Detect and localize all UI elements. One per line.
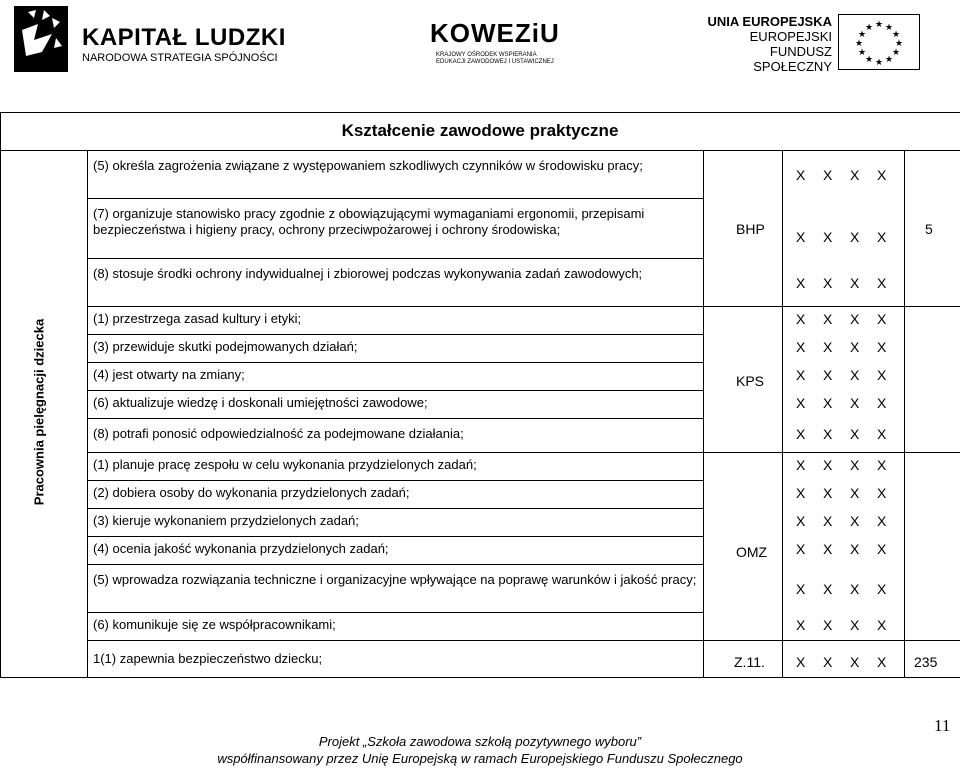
x-mark: X: [823, 617, 833, 633]
x-mark: X: [850, 311, 860, 327]
x-mark: X: [877, 513, 887, 529]
row-text: 1(1) zapewnia bezpieczeństwo dziecku;: [93, 651, 323, 666]
eu-line3: FUNDUSZ SPOŁECZNY: [753, 44, 832, 74]
row-text: (3) przewiduje skutki podejmowanych działań;: [93, 339, 358, 354]
kapital-ludzki-title: KAPITAŁ LUDZKI: [82, 24, 286, 51]
footer: [0, 733, 960, 767]
group-number: 5: [925, 221, 933, 237]
row-text: (5) określa zagrożenia związane z występowaniem szkodliwych czynników w środowisku pracy;: [93, 158, 643, 173]
x-mark: X: [796, 654, 806, 670]
x-mark: X: [850, 513, 860, 529]
x-mark: X: [796, 426, 806, 442]
kapital-ludzki-emblem-icon: [8, 4, 72, 74]
x-mark: X: [796, 395, 806, 411]
x-mark: X: [796, 229, 806, 245]
x-mark-group: [796, 485, 904, 501]
group-code: BHP: [736, 221, 765, 237]
x-mark: X: [823, 581, 833, 597]
row-text: (8) stosuje środki ochrony indywidualnej i zbiorowej podczas wykonywania zadań zawodowych;: [93, 266, 643, 281]
koweziu-logo: [430, 12, 570, 72]
x-mark: X: [796, 339, 806, 355]
x-mark: X: [823, 275, 833, 291]
x-mark: X: [796, 167, 806, 183]
svg-text:★: ★: [884, 55, 894, 65]
footer-line2: współfinansowany przez Unię Europejską w ramach Europejskiego Funduszu Społecznego: [217, 751, 743, 766]
row-text: (7) organizuje stanowisko pracy zgodnie z obowiązującymi wymaganiami ergonomii, przepisami bezpieczeństwa i higieny pracy, ochrony przeciwpożarowej i ochrony środowiska;: [93, 206, 645, 237]
x-mark: X: [823, 395, 833, 411]
x-mark: X: [823, 311, 833, 327]
x-mark: X: [823, 457, 833, 473]
x-mark: X: [823, 485, 833, 501]
koweziu-subtitle: KRAJOWY OŚRODEK WSPIERANIA EDUKACJI ZAWODOWEJ I USTAWICZNEJ: [436, 52, 554, 65]
x-mark: X: [850, 339, 860, 355]
x-mark: X: [850, 654, 860, 670]
eu-logo: [700, 14, 930, 74]
footer-line1: Projekt „Szkoła zawodowa szkołą pozytywnego wyboru”: [318, 734, 642, 749]
row-text: (5) wprowadza rozwiązania techniczne i organizacyjne wpływające na poprawę warunków i jakość pracy;: [93, 572, 697, 587]
row-text: (2) dobiera osoby do wykonania przydzielonych zadań;: [93, 485, 410, 500]
x-mark: X: [877, 275, 887, 291]
x-mark-group: [796, 395, 904, 411]
x-mark: X: [850, 367, 860, 383]
x-mark: X: [850, 167, 860, 183]
page-number: 11: [934, 716, 951, 735]
x-mark-group: [796, 311, 904, 327]
x-mark: X: [850, 581, 860, 597]
x-mark-group: [796, 654, 904, 670]
x-mark: X: [796, 617, 806, 633]
x-mark: X: [796, 581, 806, 597]
x-mark: X: [877, 457, 887, 473]
x-mark: X: [877, 367, 887, 383]
group-number: 235: [914, 654, 938, 670]
x-mark: X: [877, 229, 887, 245]
x-mark-group: [796, 541, 904, 557]
row-text: (6) aktualizuje wiedzę i doskonali umiejętności zawodowe;: [93, 395, 428, 410]
svg-text:★: ★: [891, 30, 901, 40]
svg-text:★: ★: [894, 39, 904, 49]
svg-text:★: ★: [874, 58, 884, 68]
row-text: (3) kieruje wykonaniem przydzielonych zadań;: [93, 513, 359, 528]
x-mark-group: [796, 513, 904, 529]
x-mark: X: [850, 229, 860, 245]
row-text: (1) przestrzega zasad kultury i etyki;: [93, 311, 302, 326]
x-mark: X: [877, 541, 887, 557]
group-code: KPS: [736, 373, 765, 389]
group-code: OMZ: [736, 544, 768, 560]
svg-text:★: ★: [884, 23, 894, 33]
x-mark-group: [796, 367, 904, 383]
x-mark: X: [850, 541, 860, 557]
x-mark-group: [796, 457, 904, 473]
x-mark: X: [823, 167, 833, 183]
svg-text:★: ★: [857, 48, 867, 58]
svg-text:★: ★: [857, 30, 867, 40]
eu-line2: EUROPEJSKI: [749, 29, 832, 44]
eu-text: [700, 14, 832, 74]
x-mark: X: [796, 275, 806, 291]
x-mark: X: [877, 581, 887, 597]
x-mark-group: [796, 167, 904, 183]
x-mark: X: [823, 426, 833, 442]
x-mark: X: [823, 654, 833, 670]
x-mark: X: [823, 339, 833, 355]
x-mark: X: [850, 426, 860, 442]
x-mark: X: [796, 367, 806, 383]
x-mark: X: [796, 311, 806, 327]
header-logos: [0, 0, 960, 100]
vertical-row-label: [31, 318, 59, 506]
x-mark: X: [823, 513, 833, 529]
x-mark: X: [850, 485, 860, 501]
eu-flag-icon: [838, 14, 920, 70]
svg-text:★: ★: [854, 39, 864, 49]
x-mark: X: [877, 339, 887, 355]
kapital-ludzki-subtitle: NARODOWA STRATEGIA SPÓJNOŚCI: [82, 52, 278, 64]
vertical-label-text: Pracownia pielęgnacji dziecka: [31, 318, 47, 506]
x-mark: X: [877, 311, 887, 327]
competency-table: [0, 112, 960, 678]
x-mark-group: [796, 339, 904, 355]
svg-text:★: ★: [891, 48, 901, 58]
x-mark: X: [796, 457, 806, 473]
row-text: (4) jest otwarty na zmiany;: [93, 367, 245, 382]
x-mark: X: [850, 617, 860, 633]
group-code: Z.11.: [734, 654, 765, 670]
svg-text:★: ★: [874, 20, 884, 30]
kapital-ludzki-logo: [8, 4, 286, 74]
x-mark: X: [850, 457, 860, 473]
x-mark-group: [796, 426, 904, 442]
x-mark: X: [796, 485, 806, 501]
row-text: (8) potrafi ponosić odpowiedzialność za podejmowane działania;: [93, 426, 464, 441]
x-mark-group: [796, 617, 904, 633]
x-mark-group: [796, 581, 904, 597]
x-mark: X: [823, 229, 833, 245]
x-mark: X: [823, 367, 833, 383]
row-text: (1) planuje pracę zespołu w celu wykonania przydzielonych zadań;: [93, 457, 477, 472]
section-title: Kształcenie zawodowe praktyczne: [341, 121, 619, 140]
eu-line1: UNIA EUROPEJSKA: [707, 14, 832, 29]
x-mark: X: [877, 617, 887, 633]
x-mark: X: [796, 513, 806, 529]
x-mark: X: [850, 275, 860, 291]
x-mark-group: [796, 275, 904, 291]
x-mark: X: [877, 167, 887, 183]
x-mark: X: [877, 426, 887, 442]
svg-text:★: ★: [864, 55, 874, 65]
x-mark: X: [796, 541, 806, 557]
svg-text:★: ★: [864, 23, 874, 33]
row-text: (6) komunikuje się ze współpracownikami;: [93, 617, 336, 632]
x-mark: X: [877, 654, 887, 670]
koweziu-title: KOWEZiU: [430, 18, 560, 48]
x-mark: X: [877, 485, 887, 501]
x-mark: X: [877, 395, 887, 411]
row-text: (4) ocenia jakość wykonania przydzielonych zadań;: [93, 541, 389, 556]
x-mark: X: [850, 395, 860, 411]
x-mark-group: [796, 229, 904, 245]
x-mark: X: [823, 541, 833, 557]
